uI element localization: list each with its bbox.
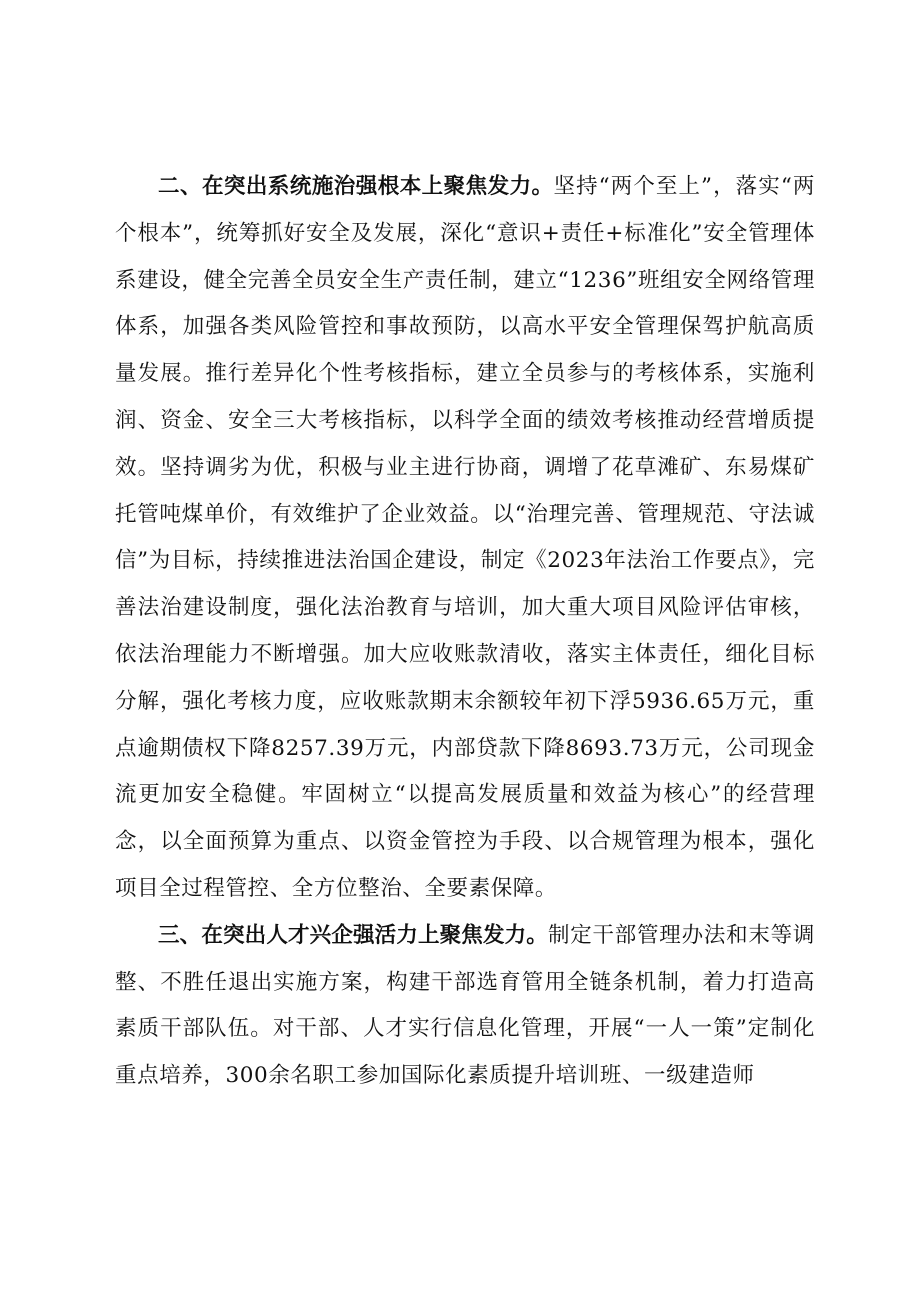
section-3-body: 制定干部管理办法和末等调整、不胜任退出实施方案，构建干部选育管用全链条机制，着力打造高素质干部队伍。对干部、人才实行信息化管理，开展“一人一策”定制化重点培养，300余名职工参加国际化素质提升培训班、一级建造师	[115, 922, 815, 1089]
section-2-heading: 二、在突出系统施治强根本上聚焦发力。	[158, 174, 554, 199]
paragraph-section-2	[115, 164, 815, 913]
document-body	[115, 164, 815, 1100]
section-2-body: 坚持“两个至上”，落实“两个根本”，统筹抓好安全及发展，深化“意识+责任+标准化”安全管理体系建设，健全完善全员安全生产责任制，建立“1236”班组安全网络管理体系，加强各类风险管控和事故预防，以高水平安全管理保驾护航高质量发展。推行差异化个性考核指标，建立全员参与的考核体系，实施利润、资金、安全三大考核指标，以科学全面的绩效考核推动经营增质提效。坚持调劣为优，积极与业主进行协商，调增了花草滩矿、东易煤矿托管吨煤单价，有效维护了企业效益。以“治理完善、管理规范、守法诚信”为目标，持续推进法治国企建设，制定《2023年法治工作要点》，完善法治建设制度，强化法治教育与培训，加大重大项目风险评估审核，依法治理能力不断增强。加大应收账款清收，落实主体责任，细化目标分解，强化考核力度，应收账款期末余额较年初下浮5936.65万元，重点逾期债权下降8257.39万元，内部贷款下降8693.73万元，公司现金流更加安全稳健。牢固树立“以提高发展质量和效益为核心”的经营理念，以全面预算为重点、以资金管控为手段、以合规管理为根本，强化项目全过程管控、全方位整治、全要素保障。	[115, 174, 815, 901]
paragraph-section-3	[115, 913, 815, 1100]
section-3-heading: 三、在突出人才兴企强活力上聚焦发力。	[158, 922, 548, 948]
